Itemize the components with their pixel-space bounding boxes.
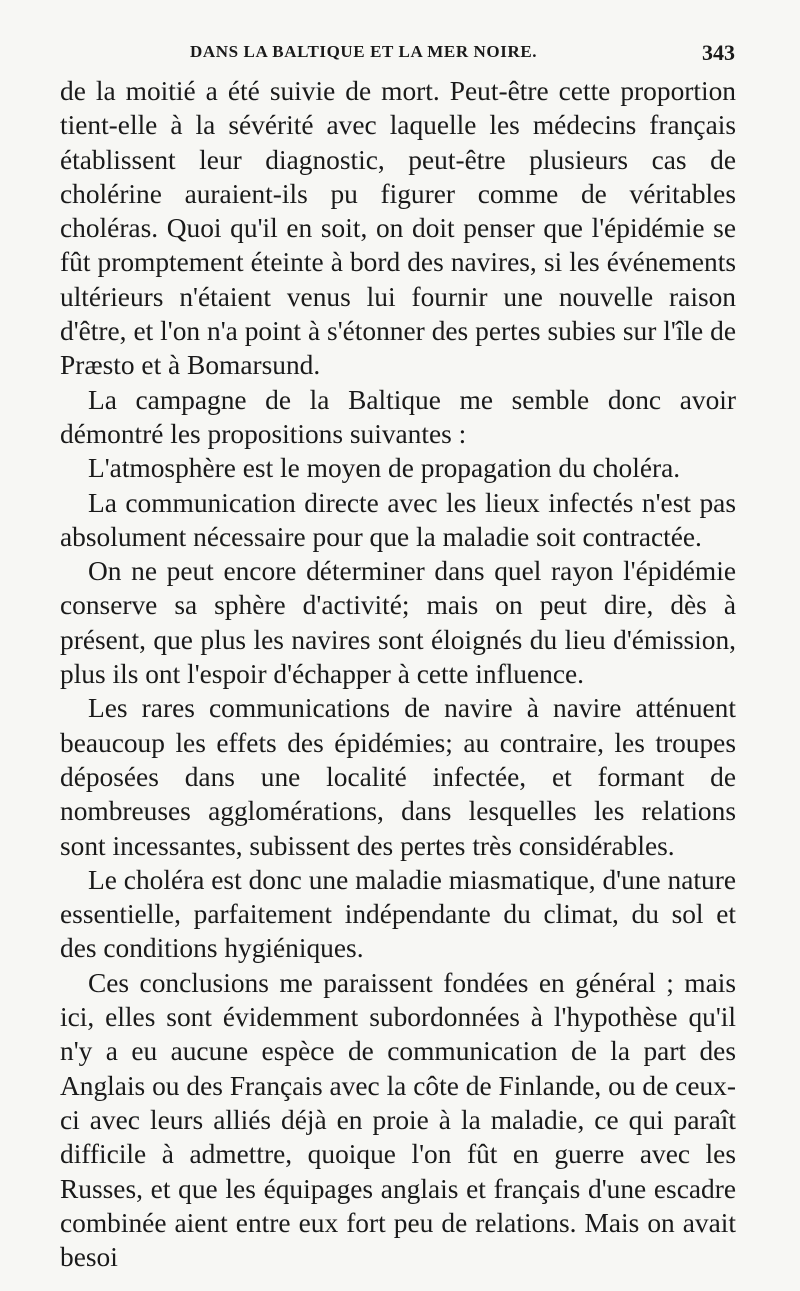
paragraph-4: La communication directe avec les lieux infectés n'est pas absolument nécessaire pour que la maladie soit contractée. [60, 487, 736, 552]
running-title: DANS LA BALTIQUE ET LA MER NOIRE. [190, 42, 538, 61]
paragraph-7: Le choléra est donc une maladie miasmatique, d'une nature essentielle, parfaitement indépendante du climat, du sol et des conditions hygiéniques. [60, 864, 736, 964]
paragraph-3: L'atmosphère est le moyen de propagation du choléra. [88, 453, 681, 484]
paragraph-6: Les rares communications de navire à navire atténuent beaucoup les effets des épidémies; au contraire, les troupes déposées dans une localité infectée, et formant de nombreuses agglomérations, dans lesquelles les relations sont incessantes, subissent des pertes très considérables. [60, 693, 736, 861]
body-text [60, 74, 736, 1274]
paragraph-1: de la moitié a été suivie de mort. Peut-être cette proportion tient-elle à la sévérité avec laquelle les médecins français établissent leur diagnostic, peut-être plusieurs cas de cholérine auraient-ils pu figurer comme de véritables choléras. Quoi qu'il en soit, on doit penser que l'épidémie se fût promptement éteinte à bord des navires, si les événements ultérieurs n'étaient venus lui fournir une nouvelle raison d'être, et l'on n'a point à s'étonner des pertes subies sur l'île de Præsto et à Bomarsund. [60, 76, 736, 381]
paragraph-5: On ne peut encore déterminer dans quel rayon l'épidémie conserve sa sphère d'activité; mais on peut dire, dès à présent, que plus les navires sont éloignés du lieu d'émission, plus ils ont l'espoir d'échapper à cette influence. [60, 556, 736, 690]
page-header [190, 42, 735, 72]
paragraph-8: Ces conclusions me paraissent fondées en général ; mais ici, elles sont évidemment subordonnées à l'hypothèse qu'il n'y a eu aucune espèce de communication de la part des Anglais ou des Français avec la côte de Finlande, ou de ceux-ci avec leurs alliés déjà en proie à la maladie, ce qui paraît difficile à admettre, quoique l'on fût en guerre avec les Russes, et que les équipages anglais et français d'une escadre combinée aient entre eux fort peu de relations. Mais on avait besoi [60, 967, 736, 1273]
page-number: 343 [702, 40, 735, 65]
paragraph-2: La campagne de la Baltique me semble donc avoir démontré les propositions suivantes : [60, 384, 736, 449]
